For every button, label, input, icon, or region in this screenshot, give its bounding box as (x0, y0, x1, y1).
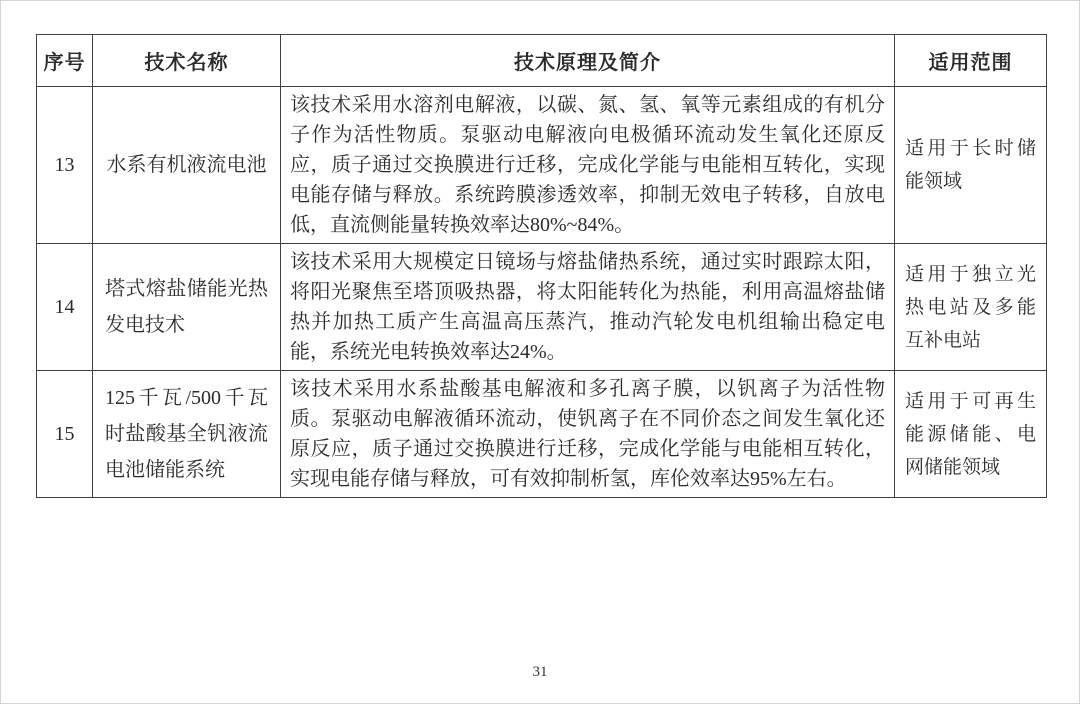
row-scope: 适用于长时储能领域 (895, 87, 1047, 244)
row-serial-number: 15 (37, 371, 93, 498)
row-serial-number: 13 (37, 87, 93, 244)
row-scope: 适用于独立光热电站及多能互补电站 (895, 244, 1047, 371)
header-serial-number: 序号 (37, 35, 93, 87)
row-technology-name: 125千瓦/500千瓦时盐酸基全钒液流电池储能系统 (93, 371, 281, 498)
table-row (37, 244, 1047, 371)
table-row (37, 87, 1047, 244)
technology-table (36, 34, 1047, 498)
row-technology-name: 水系有机液流电池 (93, 87, 281, 244)
row-principle: 该技术采用大规模定日镜场与熔盐储热系统，通过实时跟踪太阳，将阳光聚焦至塔顶吸热器，将太阳能转化为热能，利用高温熔盐储热并加热工质产生高温高压蒸汽，推动汽轮发电机组输出稳定电能，系统光电转换效率达24%。 (281, 244, 895, 371)
row-serial-number: 14 (37, 244, 93, 371)
header-principle: 技术原理及简介 (281, 35, 895, 87)
header-technology-name: 技术名称 (93, 35, 281, 87)
row-principle: 该技术采用水溶剂电解液，以碳、氮、氢、氧等元素组成的有机分子作为活性物质。泵驱动电解液向电极循环流动发生氧化还原反应，质子通过交换膜进行迁移，完成化学能与电能相互转化，实现电能存储与释放。系统跨膜渗透效率，抑制无效电子转移，自放电低，直流侧能量转换效率达80%~84%。 (281, 87, 895, 244)
table-row (37, 371, 1047, 498)
row-scope: 适用于可再生能源储能、电网储能领域 (895, 371, 1047, 498)
row-principle: 该技术采用水系盐酸基电解液和多孔离子膜，以钒离子为活性物质。泵驱动电解液循环流动，使钒离子在不同价态之间发生氧化还原反应，质子通过交换膜进行迁移，完成化学能与电能相互转化，实现电能存储与释放，可有效抑制析氢，库伦效率达95%左右。 (281, 371, 895, 498)
row-technology-name: 塔式熔盐储能光热发电技术 (93, 244, 281, 371)
table-header-row (37, 35, 1047, 87)
header-scope: 适用范围 (895, 35, 1047, 87)
page-canvas (1, 1, 1079, 703)
page-number: 31 (532, 664, 548, 680)
